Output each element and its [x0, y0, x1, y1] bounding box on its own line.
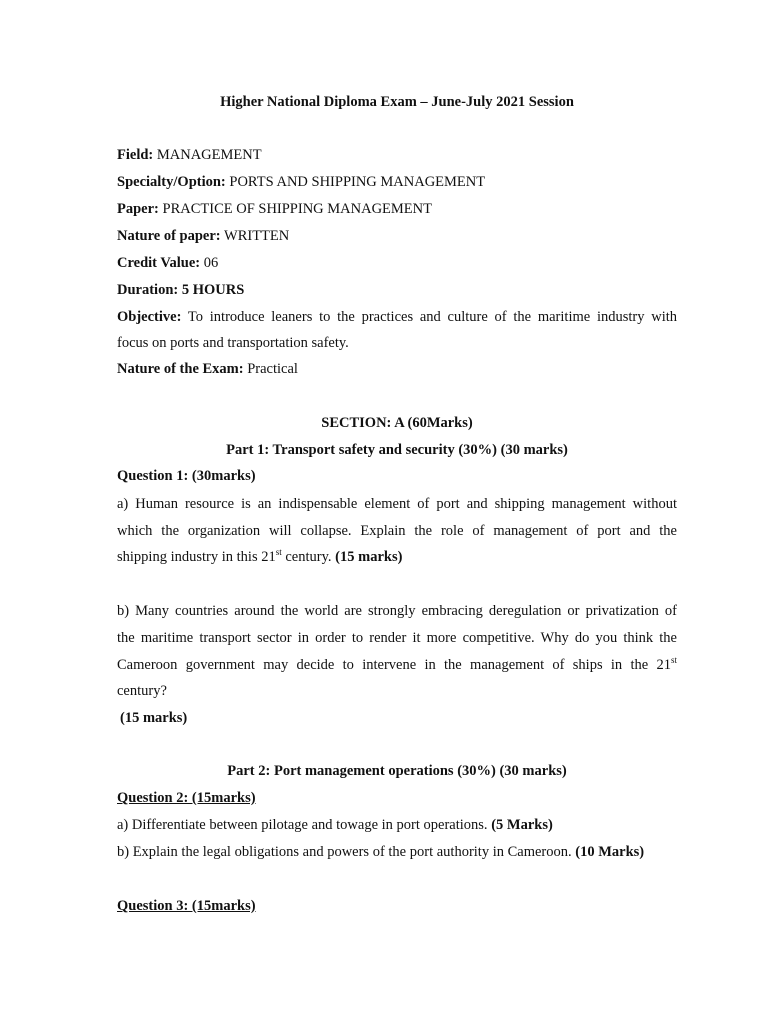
part2-title: Part 2: Port management operations (30%) (30 marks) — [227, 763, 567, 779]
objective-row: Objective: To introduce leaners to the practices and culture of the maritime industry with — [117, 309, 677, 325]
q1a-line-2: which the organization will collapse. Explain the role of management of port and the — [117, 523, 677, 539]
credit-value-row: Credit Value: 06 — [117, 255, 219, 271]
q1b-marks: (15 marks) — [120, 710, 188, 726]
specialty-row: Specialty/Option: PORTS AND SHIPPING MANAGEMENT — [117, 174, 486, 190]
part1-title: Part 1: Transport safety and security (30%) (30 marks) — [226, 442, 568, 458]
q1b-line-1: b) Many countries around the world are strongly embracing deregulation or privatization of — [117, 603, 677, 619]
q1a-line-1: a) Human resource is an indispensable element of port and shipping management without — [117, 496, 677, 512]
section-a-title: SECTION: A (60Marks) — [321, 415, 473, 431]
q1a-line-3: shipping industry in this 21st century. (15 marks) — [117, 547, 403, 565]
paper-row: Paper: PRACTICE OF SHIPPING MANAGEMENT — [117, 201, 432, 217]
duration-row: Duration: 5 HOURS — [117, 282, 245, 298]
objective-continuation: focus on ports and transportation safety. — [117, 335, 349, 351]
q1b-line-4: century? — [117, 683, 167, 699]
field-row: Field: MANAGEMENT — [117, 147, 262, 163]
question1-title: Question 1: (30marks) — [117, 468, 256, 484]
q2a-row: a) Differentiate between pilotage and towage in port operations. (5 Marks) — [117, 817, 553, 833]
exam-nature-row: Nature of the Exam: Practical — [117, 361, 298, 377]
q1b-line-2: the maritime transport sector in order to render it more competitive. Why do you think the — [117, 630, 677, 646]
nature-of-paper-row: Nature of paper: WRITTEN — [117, 228, 290, 244]
exam-title: Higher National Diploma Exam – June-July 2021 Session — [220, 94, 574, 110]
question2-title: Question 2: (15marks) — [117, 790, 256, 806]
question3-title: Question 3: (15marks) — [117, 898, 256, 914]
q2b-row: b) Explain the legal obligations and powers of the port authority in Cameroon. (10 Marks) — [117, 844, 645, 860]
q1b-line-3: Cameroon government may decide to intervene in the management of ships in the 21st — [117, 655, 677, 673]
